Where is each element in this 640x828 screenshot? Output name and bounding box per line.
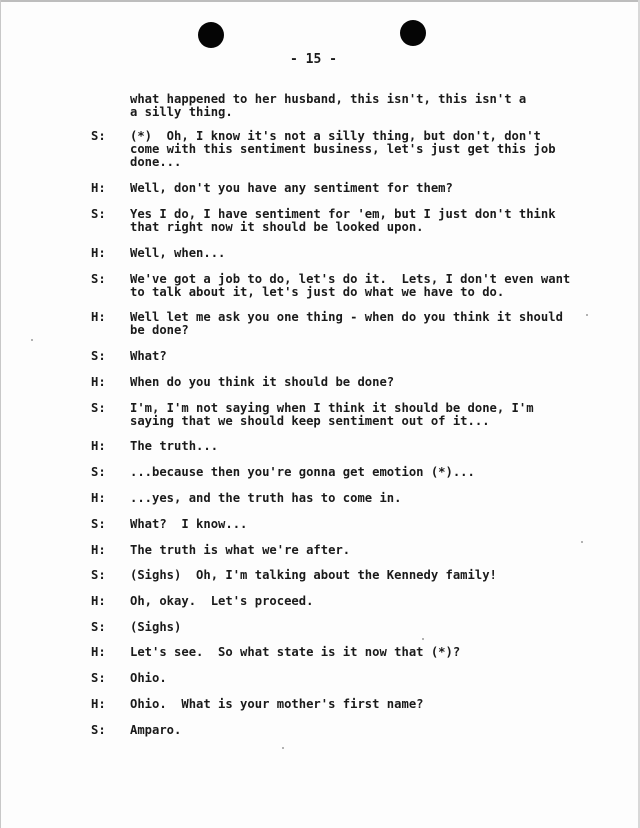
speaker-label: H: bbox=[91, 181, 106, 195]
dialogue-line: that right now it should be looked upon. bbox=[130, 220, 424, 234]
dialogue-line: What? I know... bbox=[130, 517, 248, 531]
dialogue-line: Ohio. What is your mother's first name? bbox=[130, 697, 424, 711]
speaker-label: H: bbox=[91, 375, 106, 389]
punch-hole-left bbox=[198, 22, 224, 48]
continuation-line: what happened to her husband, this isn't, this isn't a bbox=[130, 92, 527, 106]
punch-hole-right bbox=[400, 20, 426, 46]
speaker-label: S: bbox=[91, 401, 106, 415]
dialogue-line: Oh, okay. Let's proceed. bbox=[130, 594, 314, 608]
dialogue-line: Well, don't you have any sentiment for them? bbox=[130, 181, 453, 195]
speaker-label: H: bbox=[91, 491, 106, 505]
speaker-label: S: bbox=[91, 465, 106, 479]
dialogue-line: be done? bbox=[130, 323, 189, 337]
dialogue-line: to talk about it, let's just do what we have to do. bbox=[130, 285, 505, 299]
dialogue-line: What? bbox=[130, 349, 167, 363]
scan-speck bbox=[586, 314, 588, 316]
speaker-label: S: bbox=[91, 723, 106, 737]
dialogue-line: (*) Oh, I know it's not a silly thing, but don't, don't bbox=[130, 129, 541, 143]
scan-speck bbox=[31, 339, 33, 341]
scan-speck bbox=[581, 541, 583, 543]
dialogue-line: We've got a job to do, let's do it. Lets, I don't even want bbox=[130, 272, 571, 286]
speaker-label: H: bbox=[91, 697, 106, 711]
dialogue-line: Yes I do, I have sentiment for 'em, but I just don't think bbox=[130, 207, 556, 221]
dialogue-line: (Sighs) Oh, I'm talking about the Kennedy family! bbox=[130, 568, 497, 582]
speaker-label: S: bbox=[91, 349, 106, 363]
dialogue-line: saying that we should keep sentiment out of it... bbox=[130, 414, 490, 428]
dialogue-line: Let's see. So what state is it now that (*)? bbox=[130, 645, 461, 659]
top-edge-rule bbox=[0, 0, 640, 2]
speaker-label: H: bbox=[91, 645, 106, 659]
speaker-label: S: bbox=[91, 620, 106, 634]
dialogue-line: The truth is what we're after. bbox=[130, 543, 351, 557]
speaker-label: S: bbox=[91, 129, 106, 143]
dialogue-line: Well, when... bbox=[130, 246, 226, 260]
dialogue-line: done... bbox=[130, 155, 182, 169]
left-edge-rule bbox=[0, 0, 1, 828]
dialogue-line: I'm, I'm not saying when I think it should be done, I'm bbox=[130, 401, 534, 415]
dialogue-line: ...yes, and the truth has to come in. bbox=[130, 491, 402, 505]
speaker-label: H: bbox=[91, 310, 106, 324]
dialogue-line: The truth... bbox=[130, 439, 219, 453]
speaker-label: S: bbox=[91, 671, 106, 685]
scan-speck bbox=[422, 638, 424, 640]
speaker-label: H: bbox=[91, 543, 106, 557]
dialogue-line: ...because then you're gonna get emotion (*)... bbox=[130, 465, 475, 479]
scan-speck bbox=[282, 747, 284, 749]
speaker-label: H: bbox=[91, 246, 106, 260]
speaker-label: S: bbox=[91, 207, 106, 221]
speaker-label: S: bbox=[91, 568, 106, 582]
dialogue-line: Ohio. bbox=[130, 671, 167, 685]
continuation-line: a silly thing. bbox=[130, 105, 233, 119]
speaker-label: S: bbox=[91, 272, 106, 286]
dialogue-line: come with this sentiment business, let's just get this job bbox=[130, 142, 556, 156]
page-number: - 15 - bbox=[290, 52, 337, 67]
speaker-label: S: bbox=[91, 517, 106, 531]
dialogue-line: When do you think it should be done? bbox=[130, 375, 395, 389]
speaker-label: H: bbox=[91, 594, 106, 608]
dialogue-line: (Sighs) bbox=[130, 620, 182, 634]
dialogue-line: Well let me ask you one thing - when do you think it should bbox=[130, 310, 563, 324]
dialogue-line: Amparo. bbox=[130, 723, 182, 737]
speaker-label: H: bbox=[91, 439, 106, 453]
